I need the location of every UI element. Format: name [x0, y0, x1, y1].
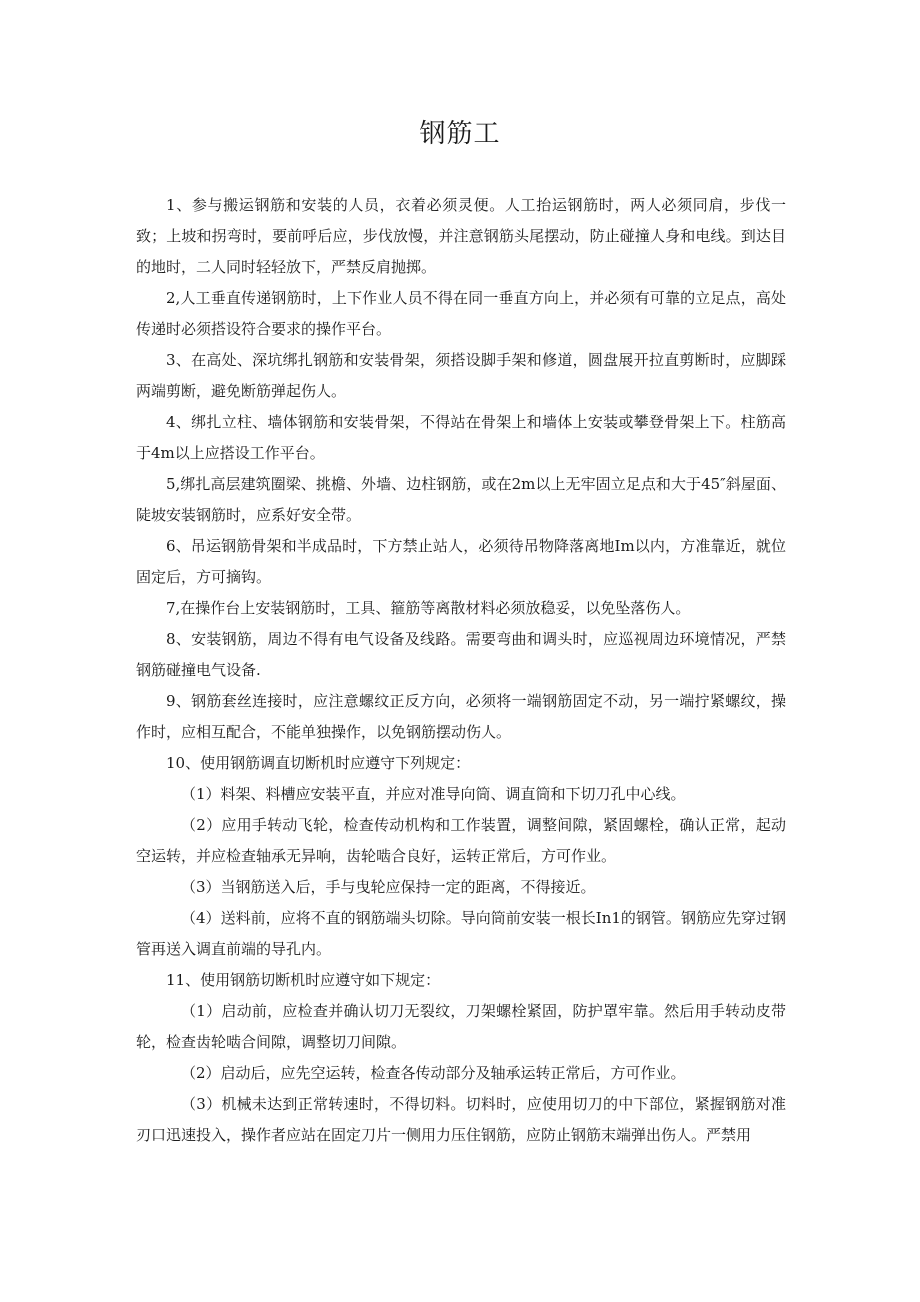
- paragraph: 7,在操作台上安装钢筋时，工具、箍筋等离散材料必须放稳妥，以免坠落伤人。: [166, 599, 691, 617]
- paragraph: 5,绑扎高层建筑圈梁、挑檐、外墙、边柱钢筋，或在2m以上无牢固立足点和大于45″斜屋面、陡坡安装钢筋时，应系好安全带。: [136, 475, 786, 524]
- paragraph: 10、使用钢筋调直切断机时应遵守下列规定：: [166, 754, 471, 772]
- document-title: 钢筋工: [419, 119, 501, 149]
- paragraph: 11、使用钢筋切断机时应遵守如下规定：: [166, 971, 441, 989]
- sub-clause: （1）启动前，应检查并确认切刀无裂纹，刀架螺栓紧固，防护罩牢靠。然后用手转动皮带轮，检查齿轮啮合间隙，调整切刀间隙。: [136, 1002, 786, 1051]
- sub-clause: （2）启动后，应先空运转，检查各传动部分及轴承运转正常后，方可作业。: [181, 1064, 686, 1082]
- sub-clause: （3）当钢筋送入后，手与曳轮应保持一定的距离，不得接近。: [181, 878, 596, 896]
- paragraph: 4、绑扎立柱、墙体钢筋和安装骨架，不得站在骨架上和墙体上安装或攀登骨架上下。柱筋高于4m以上应搭设工作平台。: [136, 413, 786, 462]
- paragraph: 8、安装钢筋，周边不得有电气设备及线路。需要弯曲和调头时，应巡视周边环境情况，严禁钢筋碰撞电气设备.: [136, 630, 786, 679]
- sub-clause: （3）机械未达到正常转速时，不得切料。切料时，应使用切刀的中下部位，紧握钢筋对准刃口迅速投入，操作者应站在固定刀片一侧用力压住钢筋，应防止钢筋末端弹出伤人。严禁用: [136, 1095, 786, 1144]
- paragraph: 3、在高处、深坑绑扎钢筋和安装骨架，须搭设脚手架和修道，圆盘展开拉直剪断时，应脚踩两端剪断，避免断筋弹起伤人。: [136, 351, 786, 400]
- paragraph: 1、参与搬运钢筋和安装的人员，衣着必须灵便。人工抬运钢筋时，两人必须同肩，步伐一致；上坡和拐弯时，要前呼后应，步伐放慢，并注意钢筋头尾摆动，防止碰撞人身和电线。到达目的地时，二人同时轻轻放下，严禁反肩抛掷。: [136, 196, 786, 276]
- sub-clause: （4）送料前，应将不直的钢筋端头切除。导向筒前安装一根长In1的钢管。钢筋应先穿过钢管再送入调直前端的导孔内。: [136, 909, 786, 958]
- paragraph: 6、吊运钢筋骨架和半成品时，下方禁止站人，必须待吊物降落离地Im以内，方准靠近，就位固定后，方可摘钩。: [136, 537, 786, 586]
- document-body: [136, 190, 786, 1151]
- paragraph: 2,人工垂直传递钢筋时，上下作业人员不得在同一垂直方向上，并必须有可靠的立足点，高处传递时必须搭设符合要求的操作平台。: [136, 289, 786, 338]
- sub-clause: （1）料架、料槽应安装平直，并应对准导向筒、调直筒和下切刀孔中心线。: [181, 785, 686, 803]
- sub-clause: （2）应用手转动飞轮，检查传动机构和工作装置，调整间隙，紧固螺栓，确认正常，起动空运转，并应检查轴承无异响，齿轮啮合良好，运转正常后，方可作业。: [136, 816, 786, 865]
- paragraph: 9、钢筋套丝连接时，应注意螺纹正反方向，必须将一端钢筋固定不动，另一端拧紧螺纹，操作时，应相互配合，不能单独操作，以免钢筋摆动伤人。: [136, 692, 786, 741]
